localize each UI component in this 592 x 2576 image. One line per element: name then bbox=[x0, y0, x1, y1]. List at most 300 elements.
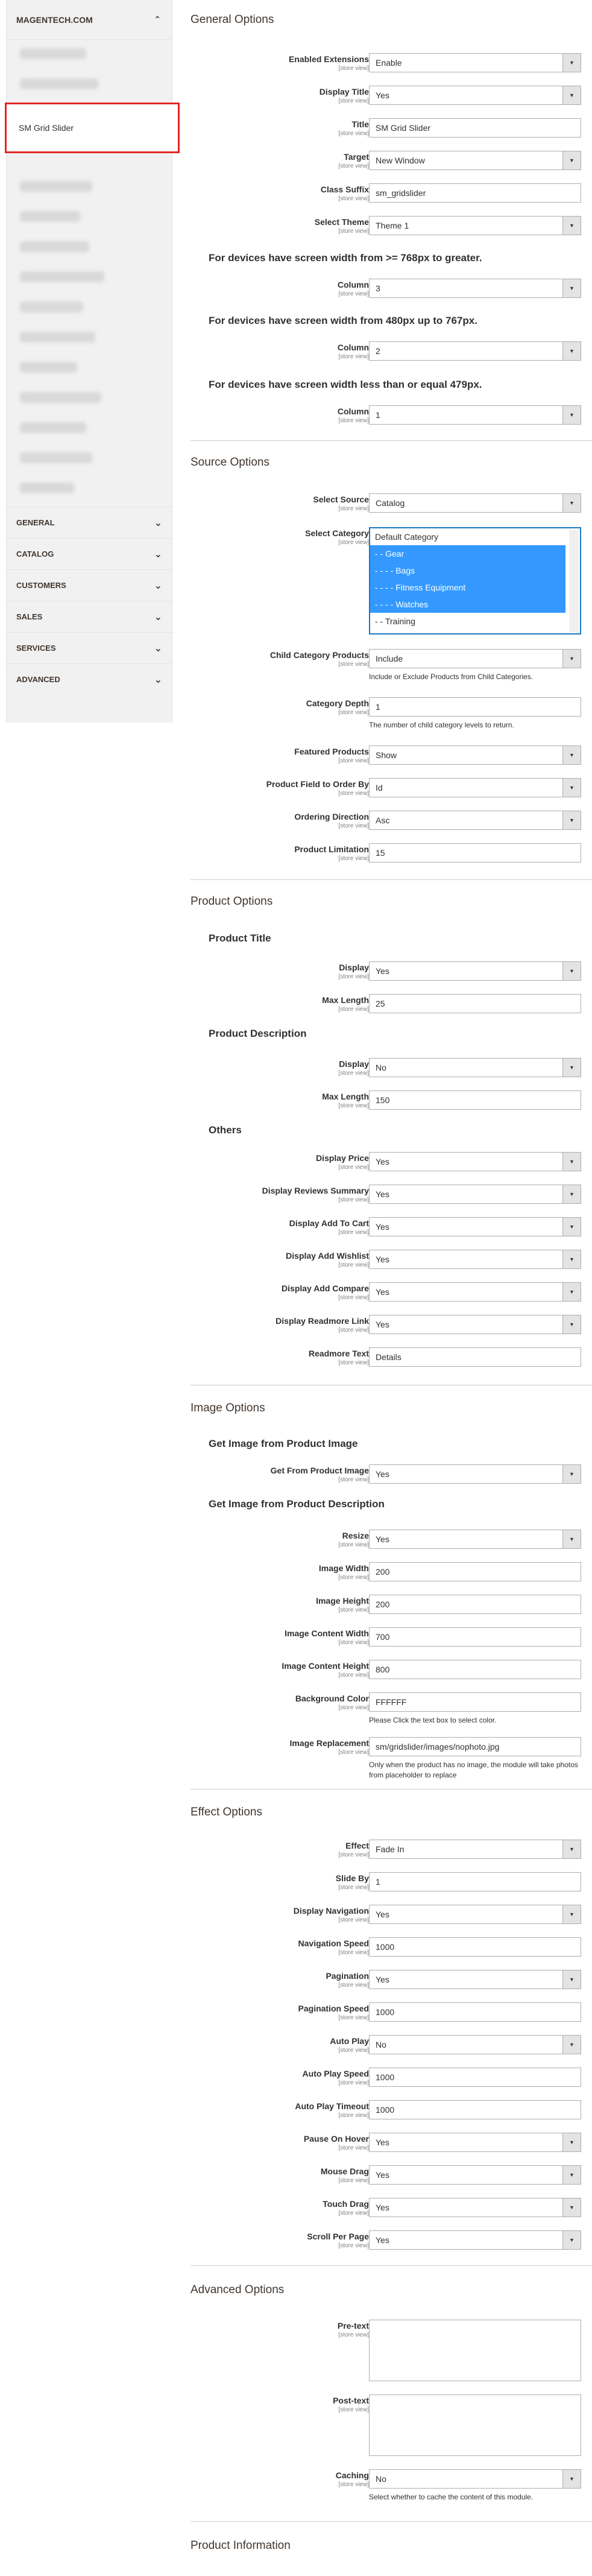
section-title-product-info[interactable]: Product Information bbox=[191, 2539, 291, 2552]
chevron-down-icon: ⌄ bbox=[154, 517, 162, 528]
image-height-input[interactable]: 200 bbox=[369, 1595, 581, 1614]
display-title-select[interactable]: Yes ▼ bbox=[369, 86, 581, 105]
dropdown-arrow-icon: ▼ bbox=[562, 1283, 581, 1301]
dropdown-arrow-icon: ▼ bbox=[562, 746, 581, 764]
label: Display Readmore Link bbox=[276, 1316, 369, 1326]
sidebar-item-blurred[interactable] bbox=[20, 422, 86, 433]
category-option-selected[interactable]: - - - - Bags bbox=[370, 562, 565, 579]
sidebar-section-catalog[interactable] bbox=[7, 538, 173, 569]
section-title-advanced[interactable]: Advanced Options bbox=[191, 2283, 285, 2296]
navigation-select[interactable]: Yes ▼ bbox=[369, 1905, 581, 1924]
label: Pagination bbox=[326, 1971, 369, 1981]
row-enabled bbox=[191, 53, 592, 81]
order-by-select[interactable]: Id ▼ bbox=[369, 778, 581, 797]
scope-label: [store view] bbox=[338, 2332, 369, 2338]
pagination-speed-input[interactable]: 1000 bbox=[369, 2002, 581, 2022]
scope-label: [store view] bbox=[338, 1749, 369, 1756]
scope-label: [store view] bbox=[338, 195, 369, 202]
dropdown-arrow-icon: ▼ bbox=[562, 1153, 581, 1171]
dropdown-arrow-icon: ▼ bbox=[562, 2470, 581, 2488]
dropdown-arrow-icon: ▼ bbox=[562, 2198, 581, 2217]
row-featured bbox=[191, 745, 592, 773]
scope-label: [store view] bbox=[338, 661, 369, 668]
label: Readmore Text bbox=[308, 1349, 369, 1358]
dropdown-arrow-icon: ▼ bbox=[562, 279, 581, 297]
label: Select Source bbox=[313, 495, 369, 504]
others-heading: Others bbox=[209, 1124, 242, 1136]
readmore-link-select[interactable]: Yes ▼ bbox=[369, 1315, 581, 1334]
add-compare-select[interactable]: Yes ▼ bbox=[369, 1282, 581, 1302]
add-wishlist-select[interactable]: Yes ▼ bbox=[369, 1250, 581, 1269]
category-option-selected[interactable]: - - - - Fitness Equipment bbox=[370, 579, 565, 596]
row-autoplay bbox=[191, 2035, 592, 2063]
desc-display-select[interactable]: No ▼ bbox=[369, 1058, 581, 1077]
scope-label: [store view] bbox=[338, 1639, 369, 1646]
scope-label: [store view] bbox=[338, 539, 369, 546]
add-cart-select[interactable]: Yes ▼ bbox=[369, 1217, 581, 1236]
scope-label: [store view] bbox=[338, 65, 369, 72]
dropdown-arrow-icon: ▼ bbox=[562, 151, 581, 169]
row-image-height bbox=[191, 1595, 592, 1622]
scope-label: [store view] bbox=[338, 2481, 369, 2488]
scope-label: [store view] bbox=[338, 790, 369, 797]
sidebar-item-blurred[interactable] bbox=[20, 302, 83, 312]
autoplay-timeout-input[interactable]: 1000 bbox=[369, 2100, 581, 2119]
pause-on-hover-select[interactable]: Yes ▼ bbox=[369, 2133, 581, 2152]
scope-label: [store view] bbox=[338, 1006, 369, 1013]
sidebar-section-label: CATALOG bbox=[16, 549, 54, 559]
row-autoplay-speed bbox=[191, 2068, 592, 2095]
section-title-general[interactable]: General Options bbox=[191, 13, 274, 26]
label: Display Reviews Summary bbox=[262, 1186, 369, 1195]
scope-label: [store view] bbox=[338, 291, 369, 297]
sidebar-item-blurred[interactable] bbox=[20, 271, 104, 282]
field-note: The number of child category levels to return. bbox=[369, 721, 514, 729]
scope-label: [store view] bbox=[338, 2145, 369, 2151]
column-select-1[interactable]: 3 ▼ bbox=[369, 279, 581, 298]
scope-label: [store view] bbox=[338, 2047, 369, 2054]
dropdown-arrow-icon: ▼ bbox=[562, 2166, 581, 2184]
row-target bbox=[191, 151, 592, 179]
row-pagination-speed bbox=[191, 2002, 592, 2030]
label: Auto Play Speed bbox=[302, 2069, 369, 2078]
row-reviews bbox=[191, 1185, 592, 1212]
scope-label: [store view] bbox=[338, 1884, 369, 1891]
scope-label: [store view] bbox=[338, 1852, 369, 1858]
readmore-text-input[interactable]: Details bbox=[369, 1347, 581, 1367]
row-select-category bbox=[191, 527, 592, 642]
devices-heading-1: For devices have screen width from >= 768px to greater. bbox=[209, 252, 482, 264]
label: Product Limitation bbox=[294, 844, 369, 854]
field-note: Include or Exclude Products from Child Categories. bbox=[369, 672, 534, 681]
scope-label: [store view] bbox=[338, 228, 369, 235]
label: Effect bbox=[345, 1841, 369, 1850]
label: Post-text bbox=[333, 2396, 369, 2405]
row-title-max bbox=[191, 994, 592, 1022]
sidebar-section-customers[interactable] bbox=[7, 569, 173, 601]
row-posttext bbox=[191, 2394, 592, 2461]
sidebar-item-blurred[interactable] bbox=[20, 362, 77, 373]
divider bbox=[191, 879, 592, 880]
select-source-select[interactable]: Catalog ▼ bbox=[369, 493, 581, 513]
row-column-1 bbox=[191, 279, 592, 306]
resize-select[interactable]: Yes ▼ bbox=[369, 1530, 581, 1549]
scope-label: [store view] bbox=[338, 163, 369, 169]
scope-label: [store view] bbox=[338, 973, 369, 980]
scope-label: [store view] bbox=[338, 2112, 369, 2119]
label: Column bbox=[337, 407, 369, 416]
scope-label: [store view] bbox=[338, 709, 369, 716]
scope-label: [store view] bbox=[338, 1197, 369, 1203]
touch-drag-select[interactable]: Yes ▼ bbox=[369, 2198, 581, 2217]
row-content-width bbox=[191, 1627, 592, 1655]
multiselect-scrollbar[interactable] bbox=[569, 530, 579, 632]
posttext-textarea[interactable] bbox=[369, 2394, 581, 2456]
sidebar-group-magentech[interactable] bbox=[7, 0, 172, 40]
row-navigation bbox=[191, 1905, 592, 1932]
dropdown-arrow-icon: ▼ bbox=[562, 1218, 581, 1236]
row-caching bbox=[191, 2469, 592, 2505]
row-category-depth bbox=[191, 697, 592, 733]
category-option-selected[interactable]: - - Gear bbox=[370, 545, 565, 562]
row-mouse-drag bbox=[191, 2165, 592, 2193]
label: Column bbox=[337, 343, 369, 352]
scope-label: [store view] bbox=[338, 353, 369, 360]
image-sub-heading-2: Get Image from Product Description bbox=[209, 1498, 385, 1510]
category-option[interactable]: - - Training bbox=[375, 616, 415, 626]
field-note: Select whether to cache the content of this module. bbox=[369, 2493, 534, 2501]
sidebar-section-label: SALES bbox=[16, 612, 43, 621]
enabled-select[interactable]: Enable ▼ bbox=[369, 53, 581, 72]
scope-label: [store view] bbox=[338, 130, 369, 137]
pretext-textarea[interactable] bbox=[369, 2320, 581, 2381]
label: Enabled Extensions bbox=[288, 54, 369, 64]
category-multiselect[interactable] bbox=[369, 527, 581, 635]
scope-label: [store view] bbox=[338, 98, 369, 104]
sidebar-item-blurred[interactable] bbox=[20, 78, 98, 89]
label: Display Navigation bbox=[293, 1906, 369, 1916]
dropdown-arrow-icon: ▼ bbox=[562, 1465, 581, 1483]
label: Target bbox=[344, 152, 369, 162]
row-class-suffix bbox=[191, 183, 592, 211]
title-input[interactable]: SM Grid Slider bbox=[369, 118, 581, 138]
autoplay-select[interactable]: No ▼ bbox=[369, 2035, 581, 2054]
section-title-product[interactable]: Product Options bbox=[191, 895, 273, 908]
label: Auto Play Timeout bbox=[295, 2101, 369, 2111]
scope-label: [store view] bbox=[338, 1359, 369, 1366]
label: Child Category Products bbox=[269, 650, 369, 660]
sidebar-item-blurred[interactable] bbox=[20, 48, 86, 59]
scope-label: [store view] bbox=[338, 2407, 369, 2413]
row-resize bbox=[191, 1530, 592, 1557]
label: Select Theme bbox=[314, 217, 369, 227]
row-background-color bbox=[191, 1692, 592, 1729]
product-limit-input[interactable]: 15 bbox=[369, 843, 581, 862]
product-description-heading: Product Description bbox=[209, 1028, 307, 1039]
dropdown-arrow-icon: ▼ bbox=[562, 2231, 581, 2249]
sidebar-item-sm-grid-slider[interactable]: SM Grid Slider bbox=[5, 103, 180, 153]
field-note: Please Click the text box to select color. bbox=[369, 1716, 497, 1724]
sidebar-item-blurred[interactable] bbox=[20, 211, 80, 222]
label: Navigation Speed bbox=[298, 1938, 369, 1948]
dropdown-arrow-icon: ▼ bbox=[562, 2133, 581, 2151]
order-direction-select[interactable]: Asc ▼ bbox=[369, 811, 581, 830]
scroll-per-page-select[interactable]: Yes ▼ bbox=[369, 2230, 581, 2250]
row-add-cart bbox=[191, 1217, 592, 1245]
display-price-select[interactable]: Yes ▼ bbox=[369, 1152, 581, 1171]
scope-label: [store view] bbox=[338, 1070, 369, 1077]
section-title-source[interactable]: Source Options bbox=[191, 456, 269, 469]
label: Pagination Speed bbox=[298, 2004, 369, 2013]
dropdown-arrow-icon: ▼ bbox=[562, 1250, 581, 1268]
image-width-input[interactable]: 200 bbox=[369, 1562, 581, 1581]
category-option[interactable]: Default Category bbox=[375, 532, 439, 542]
dropdown-arrow-icon: ▼ bbox=[562, 779, 581, 797]
pagination-select[interactable]: Yes ▼ bbox=[369, 1970, 581, 1989]
mouse-drag-select[interactable]: Yes ▼ bbox=[369, 2165, 581, 2185]
sidebar-item-blurred[interactable] bbox=[20, 452, 92, 463]
sidebar-item-blurred[interactable] bbox=[20, 392, 101, 403]
label: Background Color bbox=[295, 1694, 369, 1703]
row-effect bbox=[191, 1840, 592, 1867]
scope-label: [store view] bbox=[338, 1262, 369, 1268]
row-readmore-link bbox=[191, 1315, 592, 1343]
scope-label: [store view] bbox=[338, 505, 369, 512]
label: Image Content Width bbox=[285, 1628, 369, 1638]
dropdown-arrow-icon: ▼ bbox=[562, 342, 581, 360]
row-limit bbox=[191, 843, 592, 871]
scope-label: [store view] bbox=[338, 1164, 369, 1171]
scope-label: [store view] bbox=[338, 1672, 369, 1679]
row-pause-hover bbox=[191, 2133, 592, 2160]
dropdown-arrow-icon: ▼ bbox=[562, 1970, 581, 1989]
row-title-display bbox=[191, 961, 592, 989]
sidebar-section-label: SERVICES bbox=[16, 644, 56, 653]
scope-label: [store view] bbox=[338, 2080, 369, 2086]
dropdown-arrow-icon: ▼ bbox=[562, 494, 581, 512]
dropdown-arrow-icon: ▼ bbox=[562, 217, 581, 235]
row-theme bbox=[191, 216, 592, 244]
label: Auto Play bbox=[330, 2036, 369, 2046]
dropdown-arrow-icon: ▼ bbox=[562, 1059, 581, 1077]
get-from-image-select[interactable]: Yes ▼ bbox=[369, 1464, 581, 1484]
featured-select[interactable]: Show ▼ bbox=[369, 745, 581, 765]
scope-label: [store view] bbox=[338, 417, 369, 424]
scope-label: [store view] bbox=[338, 823, 369, 829]
sidebar-item-blurred[interactable] bbox=[20, 181, 92, 192]
scope-label: [store view] bbox=[338, 758, 369, 764]
row-desc-display bbox=[191, 1058, 592, 1086]
scope-label: [store view] bbox=[338, 2177, 369, 2184]
sidebar-section-services[interactable] bbox=[7, 632, 173, 663]
row-order-direction bbox=[191, 811, 592, 838]
row-column-3 bbox=[191, 405, 592, 433]
section-title-image[interactable]: Image Options bbox=[191, 1402, 265, 1414]
content-height-input[interactable]: 800 bbox=[369, 1660, 581, 1679]
dropdown-arrow-icon: ▼ bbox=[562, 1530, 581, 1548]
sidebar-section-advanced[interactable] bbox=[7, 663, 173, 695]
label: Display bbox=[339, 963, 369, 972]
dropdown-arrow-icon: ▼ bbox=[562, 2036, 581, 2054]
label: Ordering Direction bbox=[294, 812, 369, 821]
dropdown-arrow-icon: ▼ bbox=[562, 962, 581, 980]
dropdown-arrow-icon: ▼ bbox=[562, 650, 581, 668]
row-slide-by bbox=[191, 1872, 592, 1900]
dropdown-arrow-icon: ▼ bbox=[562, 54, 581, 72]
autoplay-speed-input[interactable]: 1000 bbox=[369, 2068, 581, 2087]
label: Select Category bbox=[305, 528, 369, 538]
label: Image Width bbox=[318, 1563, 369, 1573]
chevron-down-icon: ⌄ bbox=[154, 580, 162, 591]
row-add-compare bbox=[191, 1282, 592, 1310]
sidebar-item-blurred[interactable] bbox=[20, 483, 74, 493]
label: Class Suffix bbox=[320, 185, 369, 194]
label: Resize bbox=[342, 1531, 369, 1540]
row-order-by bbox=[191, 778, 592, 806]
scope-label: [store view] bbox=[338, 1542, 369, 1548]
label: Get From Product Image bbox=[270, 1466, 369, 1475]
label: Max Length bbox=[322, 995, 369, 1005]
sidebar-item-blurred[interactable] bbox=[20, 241, 89, 252]
row-child-category bbox=[191, 649, 592, 685]
class-suffix-input[interactable]: sm_gridslider bbox=[369, 183, 581, 203]
scope-label: [store view] bbox=[338, 1704, 369, 1711]
scope-label: [store view] bbox=[338, 1476, 369, 1483]
row-content-height bbox=[191, 1660, 592, 1688]
label: Product Field to Order By bbox=[266, 779, 369, 789]
sidebar-item-blurred[interactable] bbox=[20, 332, 95, 343]
label: Display Price bbox=[316, 1153, 369, 1163]
divider bbox=[191, 1789, 592, 1790]
title-display-select[interactable]: Yes ▼ bbox=[369, 961, 581, 981]
label: Title bbox=[351, 119, 369, 129]
chevron-up-icon: ⌃ bbox=[154, 14, 161, 25]
column-select-2[interactable]: 2 ▼ bbox=[369, 341, 581, 361]
label: Display bbox=[339, 1059, 369, 1069]
background-color-input[interactable]: FFFFFF bbox=[369, 1692, 581, 1712]
row-add-wishlist bbox=[191, 1250, 592, 1277]
scope-label: [store view] bbox=[338, 1294, 369, 1301]
label: Max Length bbox=[322, 1092, 369, 1101]
label: Display Title bbox=[319, 87, 369, 97]
chevron-down-icon: ⌄ bbox=[154, 611, 162, 622]
product-title-heading: Product Title bbox=[209, 932, 271, 944]
label: Display Add To Cart bbox=[289, 1218, 369, 1228]
chevron-down-icon: ⌄ bbox=[154, 642, 162, 654]
row-image-width bbox=[191, 1562, 592, 1590]
effect-select[interactable]: Fade In ▼ bbox=[369, 1840, 581, 1859]
sidebar-section-label: CUSTOMERS bbox=[16, 581, 66, 590]
sidebar-section-label: GENERAL bbox=[16, 518, 55, 527]
desc-max-length-input[interactable]: 150 bbox=[369, 1090, 581, 1110]
scope-label: [store view] bbox=[338, 1949, 369, 1956]
scope-label: [store view] bbox=[338, 1229, 369, 1236]
row-select-source bbox=[191, 493, 592, 521]
divider bbox=[191, 440, 592, 441]
category-option-selected[interactable]: - - - - Watches bbox=[370, 596, 565, 613]
label: Scroll Per Page bbox=[307, 2232, 369, 2241]
label: Pre-text bbox=[337, 2321, 369, 2331]
section-title-effect[interactable]: Effect Options bbox=[191, 1806, 262, 1818]
slide-by-input[interactable]: 1 bbox=[369, 1872, 581, 1891]
label: Image Content Height bbox=[282, 1661, 369, 1671]
config-main bbox=[191, 0, 592, 2576]
scope-label: [store view] bbox=[338, 2242, 369, 2249]
label: Image Height bbox=[316, 1596, 369, 1606]
scope-label: [store view] bbox=[338, 1103, 369, 1109]
scope-label: [store view] bbox=[338, 2014, 369, 2021]
label: Slide By bbox=[335, 1873, 369, 1883]
sidebar-section-general[interactable] bbox=[7, 507, 173, 538]
caching-select[interactable]: No ▼ bbox=[369, 2469, 581, 2489]
scope-label: [store view] bbox=[338, 2210, 369, 2217]
category-depth-input[interactable]: 1 bbox=[369, 697, 581, 717]
column-select-3[interactable]: 1 ▼ bbox=[369, 405, 581, 425]
row-scroll-per-page bbox=[191, 2230, 592, 2258]
sidebar-group-title: MAGENTECH.COM bbox=[16, 14, 93, 25]
dropdown-arrow-icon: ▼ bbox=[562, 86, 581, 104]
chevron-down-icon: ⌄ bbox=[154, 674, 162, 685]
label: Mouse Drag bbox=[320, 2166, 369, 2176]
scope-label: [store view] bbox=[338, 1607, 369, 1613]
image-sub-heading-1: Get Image from Product Image bbox=[209, 1438, 358, 1449]
scope-label: [store view] bbox=[338, 1574, 369, 1581]
content-width-input[interactable]: 700 bbox=[369, 1627, 581, 1647]
sidebar-section-label: ADVANCED bbox=[16, 675, 60, 684]
row-touch-drag bbox=[191, 2198, 592, 2226]
label: Featured Products bbox=[294, 747, 369, 756]
scope-label: [store view] bbox=[338, 855, 369, 862]
dropdown-arrow-icon: ▼ bbox=[562, 406, 581, 424]
title-max-length-input[interactable]: 25 bbox=[369, 994, 581, 1013]
dropdown-arrow-icon: ▼ bbox=[562, 1315, 581, 1334]
nav-speed-input[interactable]: 1000 bbox=[369, 1937, 581, 1957]
label: Touch Drag bbox=[323, 2199, 369, 2209]
row-nav-speed bbox=[191, 1937, 592, 1965]
divider bbox=[191, 2265, 592, 2266]
dropdown-arrow-icon: ▼ bbox=[562, 1840, 581, 1858]
dropdown-arrow-icon: ▼ bbox=[562, 1905, 581, 1923]
child-category-select[interactable]: Include ▼ bbox=[369, 649, 581, 668]
divider bbox=[191, 2521, 592, 2522]
scope-label: [store view] bbox=[338, 1327, 369, 1334]
row-desc-max bbox=[191, 1090, 592, 1118]
row-title bbox=[191, 118, 592, 146]
label: Category Depth bbox=[306, 698, 369, 708]
row-pretext bbox=[191, 2320, 592, 2386]
row-autoplay-timeout bbox=[191, 2100, 592, 2128]
image-replacement-input[interactable]: sm/gridslider/images/nophoto.jpg bbox=[369, 1737, 581, 1756]
row-column-2 bbox=[191, 341, 592, 369]
theme-select[interactable]: Theme 1 ▼ bbox=[369, 216, 581, 235]
reviews-select[interactable]: Yes ▼ bbox=[369, 1185, 581, 1204]
devices-heading-2: For devices have screen width from 480px up to 767px. bbox=[209, 315, 477, 326]
target-select[interactable]: New Window ▼ bbox=[369, 151, 581, 170]
row-pagination bbox=[191, 1970, 592, 1998]
scope-label: [store view] bbox=[338, 1982, 369, 1989]
scope-label: [store view] bbox=[338, 1917, 369, 1923]
row-get-from bbox=[191, 1464, 592, 1492]
row-image-replacement bbox=[191, 1737, 592, 1783]
sidebar-section-sales[interactable] bbox=[7, 601, 173, 632]
row-readmore-text bbox=[191, 1347, 592, 1375]
field-note: Only when the product has no image, the module will take photos from placeholder to replace bbox=[369, 1761, 578, 1779]
label: Display Add Compare bbox=[282, 1283, 369, 1293]
dropdown-arrow-icon: ▼ bbox=[562, 811, 581, 829]
row-display-title bbox=[191, 86, 592, 113]
chevron-down-icon: ⌄ bbox=[154, 548, 162, 560]
label: Column bbox=[337, 280, 369, 290]
